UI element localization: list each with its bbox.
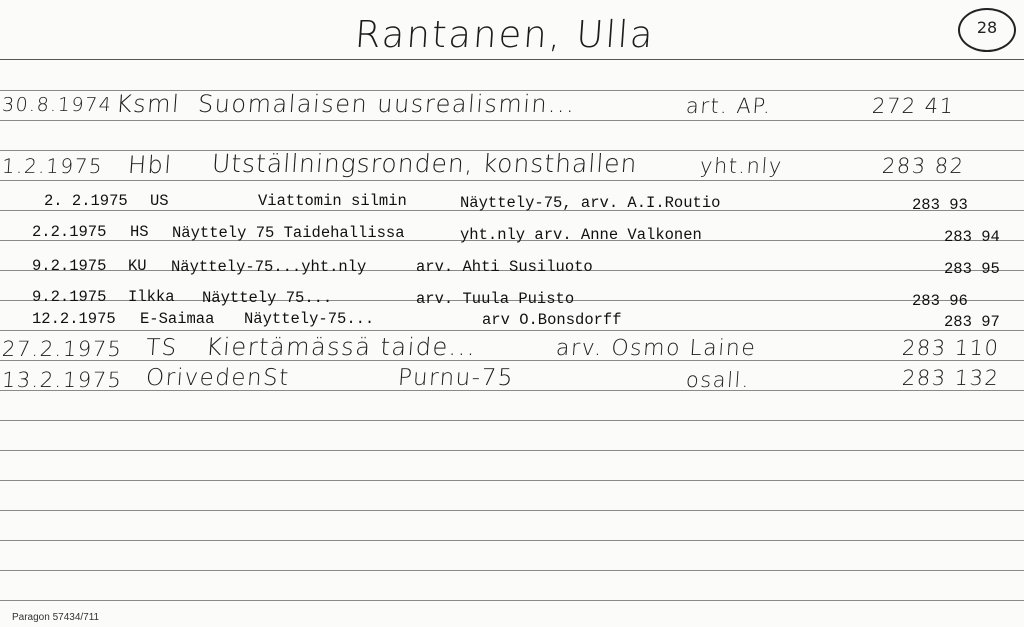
card-number-circle	[958, 8, 1016, 52]
ruled-line	[0, 600, 1024, 601]
entry-title: Viattomin silmin	[258, 192, 407, 210]
entry-ref: 283 132	[901, 366, 1001, 390]
entry-note: arv O.Bonsdorff	[482, 311, 622, 329]
entry-ref: 272 41	[871, 94, 956, 118]
entry-ref: 283 97	[944, 313, 1000, 331]
ruled-line	[0, 570, 1024, 571]
entry-note: arv. Osmo Laine	[555, 336, 758, 361]
entry-date: 27.2.1975	[1, 337, 124, 361]
entry-source: TS	[145, 335, 179, 361]
entry-date: 1.2.1975	[1, 154, 104, 178]
entry-ref: 283 96	[912, 292, 968, 310]
entry-note: osall.	[685, 368, 751, 392]
entry-source: Ksml	[115, 90, 182, 118]
entry-note: Näyttely-75, arv. A.I.Routio	[460, 194, 721, 212]
entry-title: Näyttely 75...	[202, 289, 333, 307]
entry-note: arv. Ahti Susiluoto	[416, 258, 593, 276]
entry-source: KU	[128, 257, 147, 275]
ruled-line	[0, 450, 1024, 451]
card-number: 28	[976, 18, 998, 37]
entry-title: Utställningsronden, konsthallen	[210, 149, 639, 178]
ruled-line	[0, 120, 1024, 121]
entry-ref: 283 110	[901, 336, 1001, 360]
entry-title: Näyttely-75...	[244, 310, 375, 328]
entry-ref: 283 82	[881, 154, 966, 178]
entry-note: yht.nly	[699, 154, 784, 178]
entry-date: 13.2.1975	[1, 368, 124, 392]
ruled-line	[0, 330, 1024, 331]
entry-date: 9.2.1975	[32, 288, 107, 306]
card-title: Rantanen, Ulla	[353, 13, 657, 56]
entry-source: OrivedenSt	[145, 365, 291, 391]
entry-source: Hbl	[127, 151, 174, 179]
entry-title: Purnu-75	[397, 365, 515, 391]
entry-title: Kiertämässä taide...	[205, 333, 478, 361]
entry-date: 12.2.1975	[32, 310, 116, 328]
entry-date: 2.2.1975	[32, 223, 107, 241]
ruled-line	[0, 420, 1024, 421]
entry-date: 30.8.1974	[1, 94, 113, 116]
ruled-line	[0, 510, 1024, 511]
entry-title: Näyttely 75 Taidehallissa	[172, 224, 405, 242]
entry-source: HS	[130, 223, 149, 241]
ruled-line	[0, 480, 1024, 481]
entry-source: US	[150, 192, 169, 210]
entry-ref: 283 94	[944, 228, 1000, 246]
entry-title: Suomalaisen uusrealismin...	[197, 90, 577, 118]
entry-date: 9.2.1975	[32, 257, 107, 275]
entry-source: E-Saimaa	[140, 310, 215, 328]
ruled-line	[0, 540, 1024, 541]
entry-note: art. AP.	[685, 94, 773, 118]
entry-note: yht.nly arv. Anne Valkonen	[460, 226, 702, 244]
entry-ref: 283 95	[944, 260, 1000, 278]
entry-note: arv. Tuula Puisto	[416, 290, 575, 308]
entry-date: 2. 2.1975	[44, 192, 128, 210]
entry-source: Ilkka	[128, 288, 175, 306]
entry-ref: 283 93	[912, 196, 968, 214]
header-rule	[0, 59, 1024, 60]
entry-title: Näyttely-75...yht.nly	[171, 258, 367, 276]
ruled-line	[0, 180, 1024, 181]
card-footer: Paragon 57434/711	[12, 612, 100, 623]
